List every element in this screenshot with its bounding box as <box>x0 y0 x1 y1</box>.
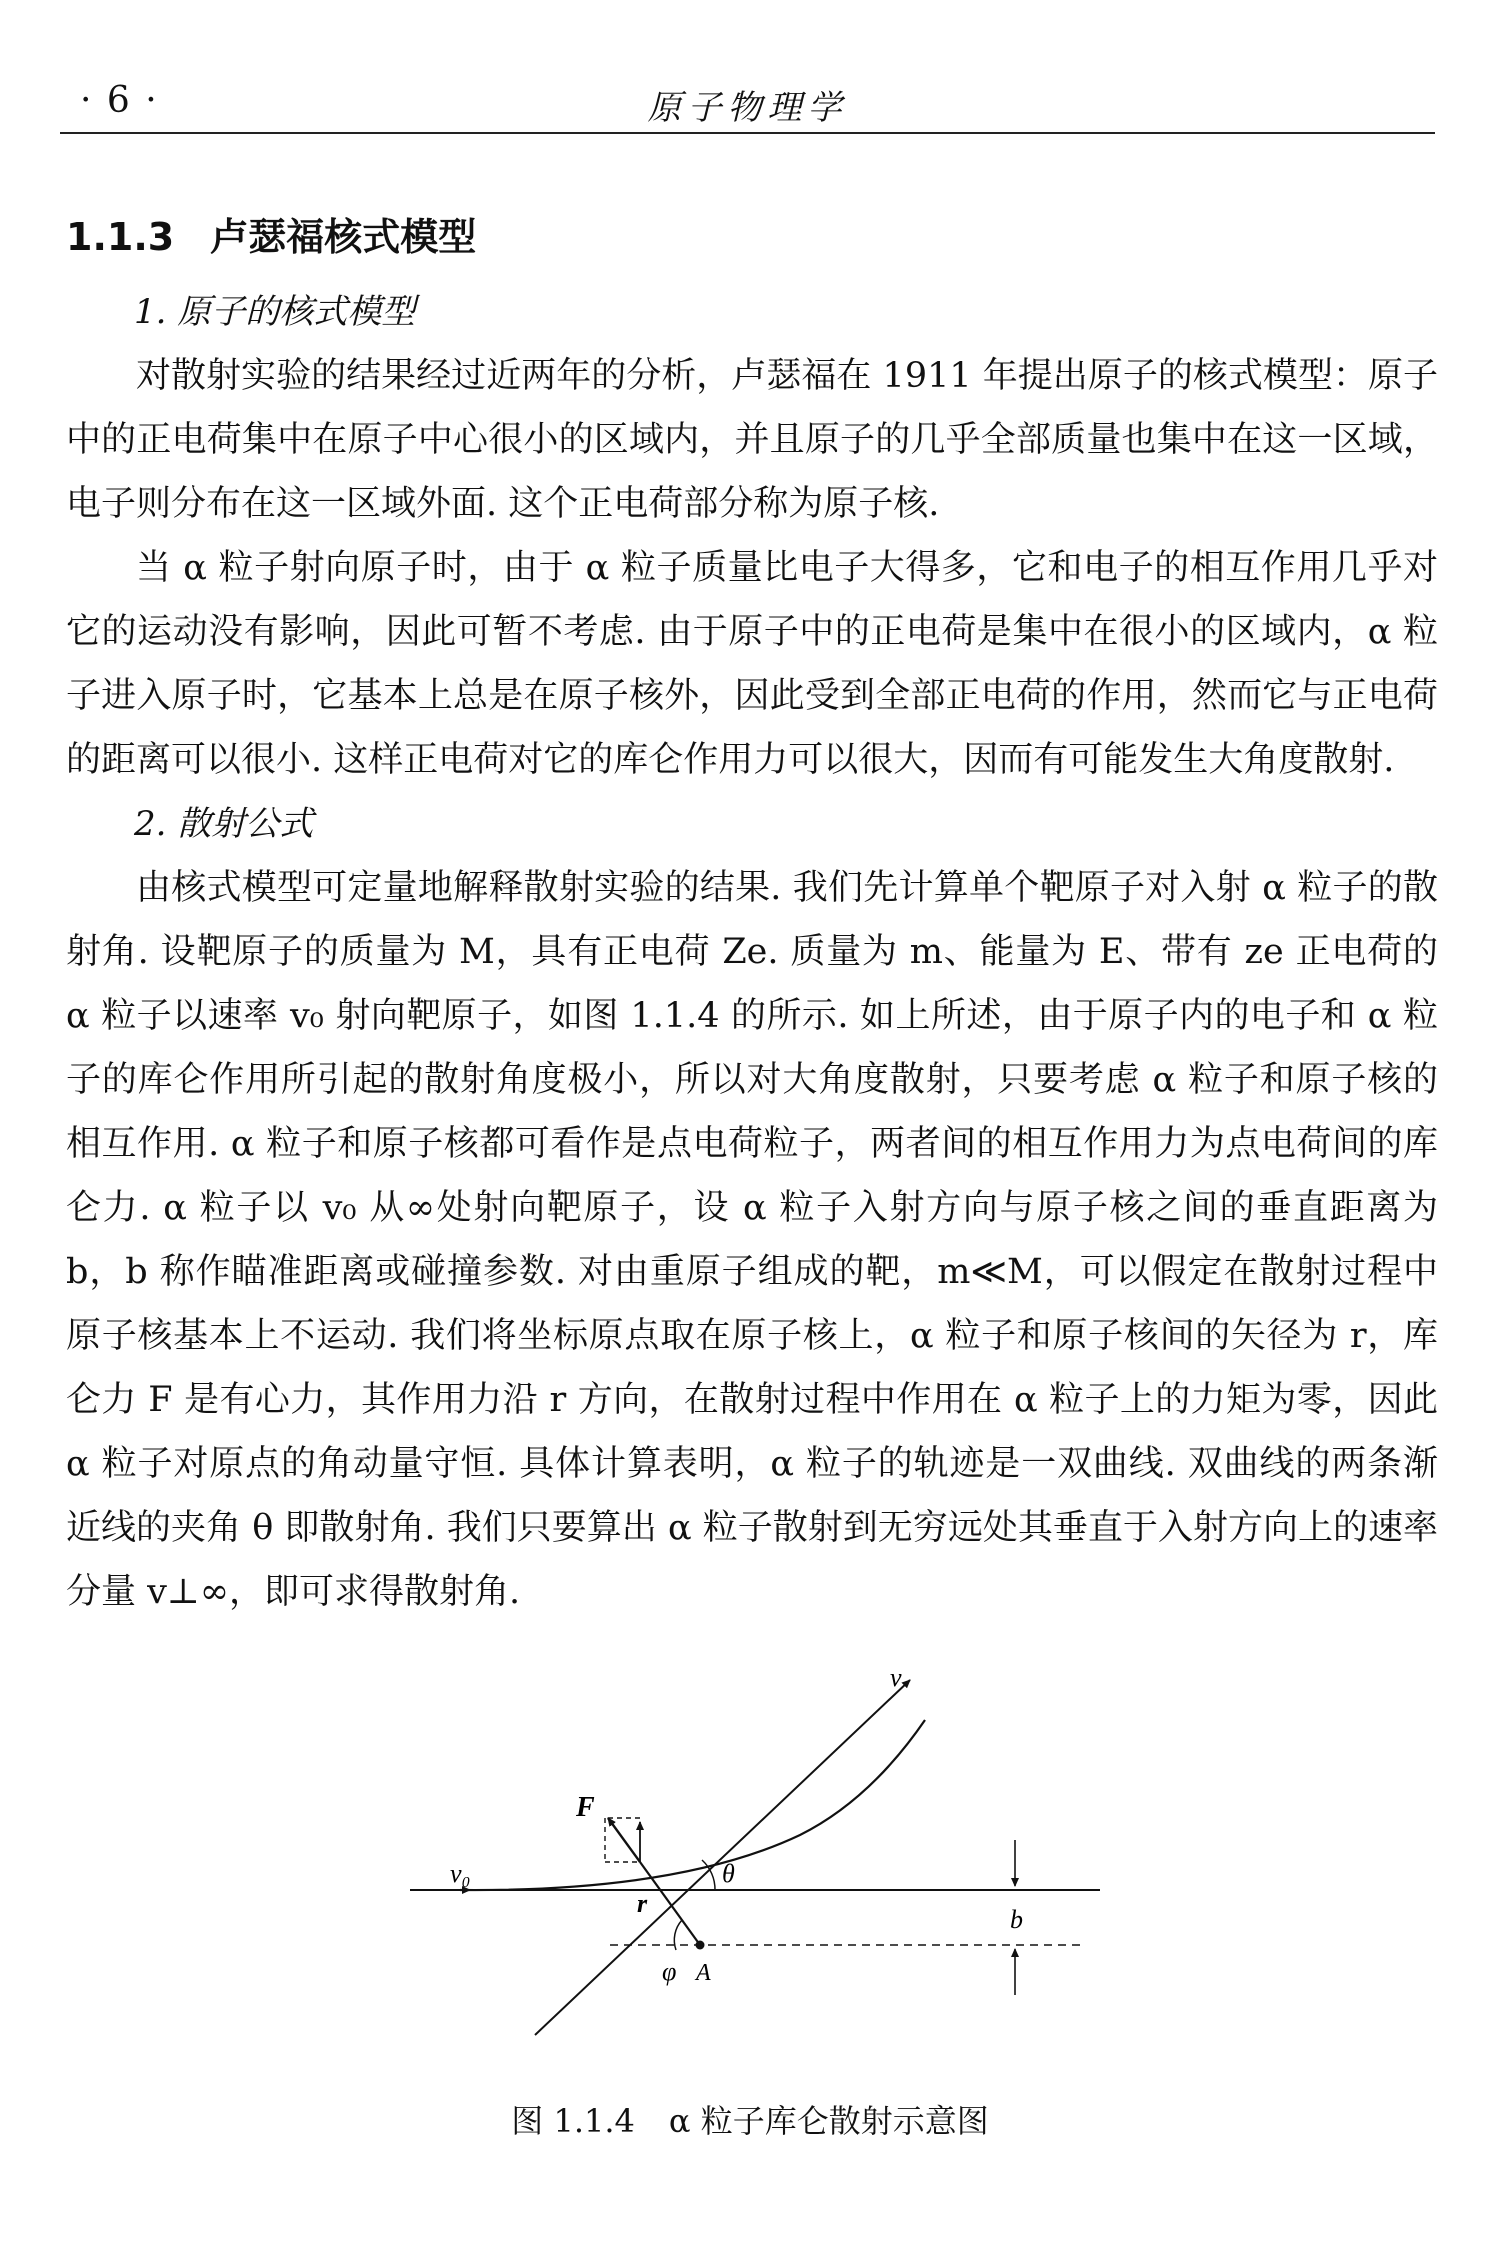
section-heading <box>66 206 476 261</box>
subsection-heading: 1. 原子的核式模型 <box>134 292 416 332</box>
label-theta: θ <box>722 1859 735 1888</box>
nucleus <box>696 1941 705 1950</box>
alpha-trajectory <box>460 1720 925 1890</box>
label-r: r <box>637 1889 648 1918</box>
section-title: 卢瑟福核式模型 <box>210 215 477 259</box>
paragraph: 对散射实验的结果经过近两年的分析，卢瑟福在 1911 年提出原子的核式模型：原子中的正电荷集中在原子中心很小的区域内，并且原子的几乎全部质量也集中在这一区域，电子则分布在这一区域外面. 这个正电荷部分称为原子核. <box>66 356 1438 524</box>
running-title: 原子物理学 <box>647 88 848 128</box>
figure-caption <box>0 2096 1500 2142</box>
label-phi: φ <box>662 1957 677 1986</box>
label-F: F <box>576 1792 595 1823</box>
subsection-heading: 2. 散射公式 <box>134 804 314 844</box>
paragraph: 由核式模型可定量地解释散射实验的结果. 我们先计算单个靶原子对入射 α 粒子的散射角. 设靶原子的质量为 M，具有正电荷 Ze. 质量为 m、能量为 E、带有 ze 正电荷的 α 粒子以速率 v₀ 射向靶原子，如图 1.1.4 的所示. 如上所述，由于原子内的电子和 α 粒子的库仑作用所引起的散射角度极小，所以对大角度散射，只要考虑 α 粒子和原子核的相互作用. α 粒子和原子核都可看作是点电荷粒子，两者间的相互作用力为点电荷间的库仑力. α 粒子以 v₀ 从∞处射向靶原子，设 α 粒子入射方向与原子核之间的垂直距离为 b，b 称作瞄准距离或碰撞参数. 对由重原子组成的靶，m≪M，可以假定在散射过程中原子核基本上不运动. 我们将坐标原点取在原子核上，α 粒子和原子核间的矢径为 r，库仑力 F 是有心力，其作用力沿 r 方向，在散射过程中作用在 α 粒子上的力矩为零，因此 α 粒子对原点的角动量守恒. 具体计算表明，α 粒子的轨迹是一双曲线. 双曲线的两条渐近线的夹角 θ 即散射角. 我们只要算出 α 粒子散射到无穷远处其垂直于入射方向上的速率分量 v⊥∞，即可求得散射角. <box>66 868 1438 1612</box>
figure-caption-text: α 粒子库仑散射示意图 <box>668 2102 989 2140</box>
paragraph: 当 α 粒子射向原子时，由于 α 粒子质量比电子大得多，它和电子的相互作用几乎对它的运动没有影响，因此可暂不考虑. 由于原子中的正电荷是集中在很小的区域内，α 粒子进入原子时，它基本上总是在原子核外，因此受到全部正电荷的作用，然而它与正电荷的距离可以很小. 这样正电荷对它的库仑作用力可以很大，因而有可能发生大角度散射. <box>66 548 1438 780</box>
label-A: A <box>696 1960 711 1986</box>
body-text <box>66 280 1438 1624</box>
force-vector <box>608 1818 640 1862</box>
page-number: · 6 · <box>80 80 159 121</box>
scattering-diagram <box>400 1650 1120 2060</box>
figure-number: 图 1.1.4 <box>511 2102 635 2140</box>
scattering-figure <box>400 1650 1120 2060</box>
section-number: 1.1.3 <box>66 215 175 259</box>
label-v: v <box>890 1663 902 1692</box>
label-v0: v₀ <box>450 1859 471 1888</box>
label-b: b <box>1010 1905 1023 1934</box>
page-header <box>60 72 1435 132</box>
header-rule <box>60 132 1435 134</box>
outgoing-asymptote <box>535 1680 910 2035</box>
